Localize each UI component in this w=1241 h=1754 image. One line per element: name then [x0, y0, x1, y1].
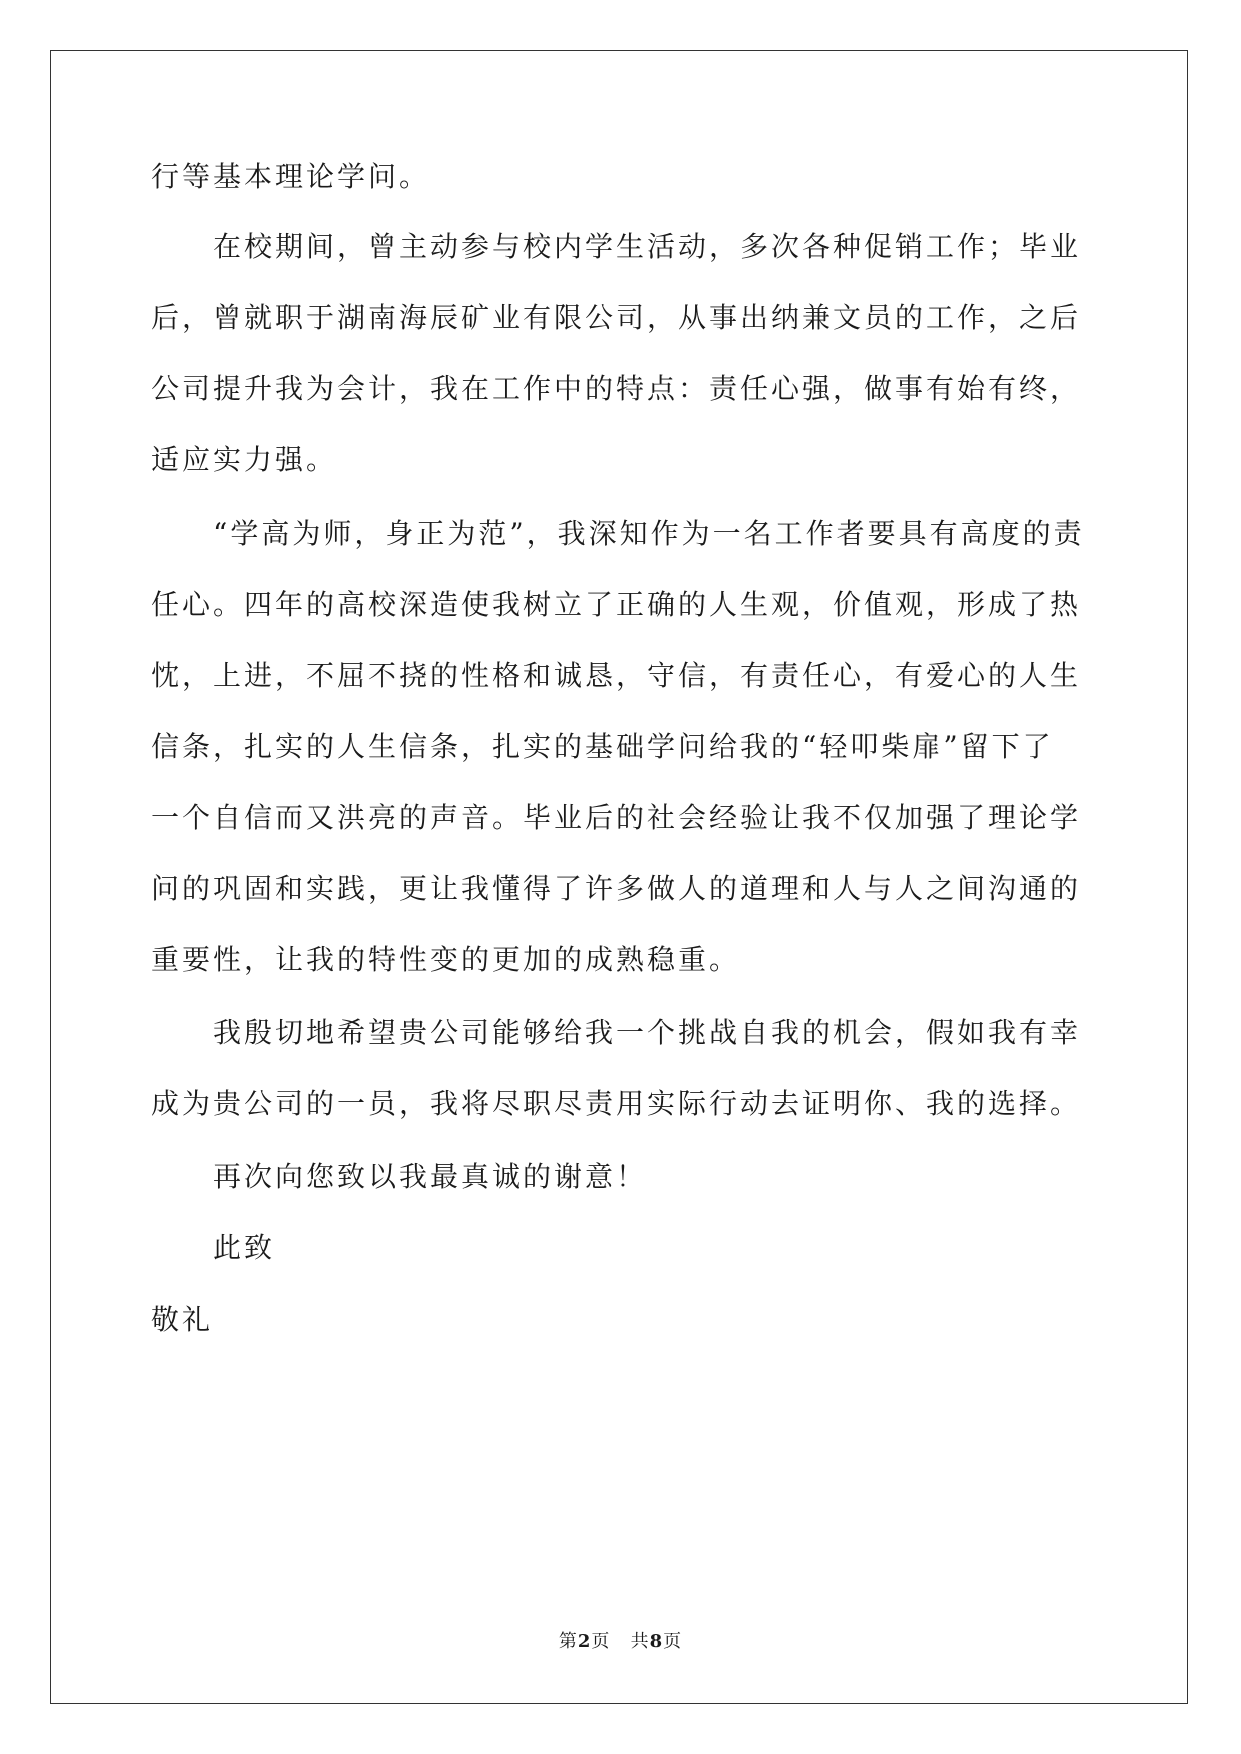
text-line: 适应实力强。 [151, 443, 338, 476]
total-pages-number: 8 [649, 1631, 664, 1652]
text-line: 后，曾就职于湖南海辰矿业有限公司，从事出纳兼文员的工作，之后 [151, 301, 1082, 334]
text-line: 此致 [213, 1231, 276, 1264]
text-line: 忱，上进，不屈不挠的性格和诚恳，守信，有责任心，有爱心的人生 [151, 659, 1082, 692]
text-line: 一个自信而又洪亮的声音。毕业后的社会经验让我不仅加强了理论学 [151, 801, 1082, 834]
text-line: 问的巩固和实践，更让我懂得了许多做人的道理和人与人之间沟通的 [151, 872, 1082, 905]
page-footer [0, 1627, 1241, 1653]
footer-total-suffix: 页 [663, 1631, 683, 1652]
text-line: “学高为师，身正为范”，我深知作为一名工作者要具有高度的责 [213, 517, 1085, 550]
text-line: 我殷切地希望贵公司能够给我一个挑战自我的机会，假如我有幸 [213, 1016, 1082, 1049]
text-line: 在校期间，曾主动参与校内学生活动，多次各种促销工作；毕业 [213, 230, 1082, 263]
text-line: 行等基本理论学问。 [151, 160, 431, 193]
text-line: 公司提升我为会计，我在工作中的特点：责任心强，做事有始有终， [151, 372, 1082, 405]
text-line: 任心。四年的高校深造使我树立了正确的人生观，价值观，形成了热 [151, 588, 1082, 621]
text-line: 成为贵公司的一员，我将尽职尽责用实际行动去证明你、我的选择。 [151, 1087, 1082, 1120]
current-page-number: 2 [577, 1631, 592, 1652]
footer-total-prefix: 共 [630, 1631, 650, 1652]
footer-page-suffix: 页 [591, 1631, 611, 1652]
text-line: 再次向您致以我最真诚的谢意！ [213, 1160, 648, 1193]
text-line: 重要性，让我的特性变的更加的成熟稳重。 [151, 943, 741, 976]
text-line: 信条，扎实的人生信条，扎实的基础学问给我的“轻叩柴扉”留下了 [151, 730, 1054, 763]
footer-prefix: 第 [558, 1631, 578, 1652]
text-line: 敬礼 [151, 1303, 214, 1336]
